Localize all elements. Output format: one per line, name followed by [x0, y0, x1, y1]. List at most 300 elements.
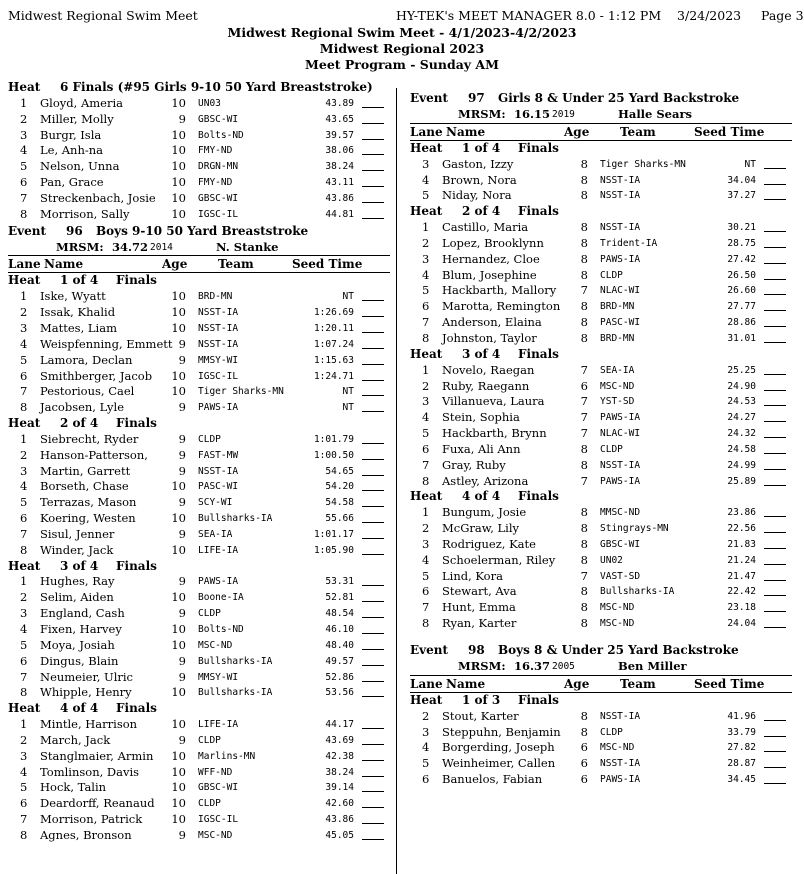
- swimmer-name: Ryan, Karter: [442, 616, 517, 631]
- entry-row: [8, 159, 390, 175]
- swimmer-age: 8: [580, 220, 588, 235]
- seed-time: 54.20: [325, 481, 354, 493]
- swimmer-name: Martin, Garrett: [40, 463, 131, 478]
- swimmer-name: Neumeier, Ulric: [40, 669, 133, 684]
- swimmer-age: 7: [580, 568, 588, 583]
- team-code: IGSC-IL: [198, 814, 239, 826]
- finals-time-blank: [764, 184, 786, 185]
- seed-column-header: Seed Time: [694, 676, 765, 691]
- swimmer-name: Villanueva, Laura: [442, 394, 545, 409]
- swimmer-name: Miller, Molly: [40, 111, 114, 126]
- column-divider: [396, 88, 397, 874]
- finals-time-blank: [764, 294, 786, 295]
- team-code: NSST-IA: [600, 758, 641, 770]
- swimmer-age: 6: [580, 740, 588, 755]
- seed-time: 28.86: [727, 317, 756, 329]
- entry-row: [8, 543, 390, 559]
- entry-row: [410, 756, 792, 772]
- entry-row: [8, 432, 390, 448]
- entry-row: [410, 569, 792, 585]
- finals-time-blank: [362, 443, 384, 444]
- entry-row: [410, 379, 792, 395]
- swimmer-name: Issak, Khalid: [40, 305, 116, 320]
- finals-time-blank: [764, 421, 786, 422]
- swimmer-age: 10: [171, 190, 186, 205]
- lane-column-header: Lane: [8, 257, 41, 272]
- swimmer-name: Selim, Aiden: [40, 590, 114, 605]
- swimmer-age: 10: [171, 320, 186, 335]
- swimmer-name: Pan, Grace: [40, 175, 104, 190]
- team-code: BRD-MN: [600, 332, 635, 344]
- team-code: MSC-ND: [198, 829, 233, 841]
- meet-record-line: [410, 659, 792, 676]
- swimmer-name: McGraw, Lily: [442, 521, 520, 536]
- swimmer-name: England, Cash: [40, 606, 125, 621]
- lane-number: 1: [20, 574, 28, 589]
- heat-label: Heat: [410, 489, 443, 504]
- team-code: Tiger Sharks-MN: [198, 386, 284, 398]
- swimmer-name: Fixen, Harvey: [40, 622, 122, 636]
- swimmer-age: 10: [171, 95, 186, 110]
- swimmer-age: 10: [171, 175, 186, 190]
- seed-time: 1:26.69: [313, 307, 354, 319]
- swimmer-age: 8: [580, 584, 588, 599]
- swimmer-name: Gaston, Izzy: [442, 156, 514, 171]
- lane-number: 3: [20, 320, 28, 335]
- entry-row: [8, 638, 390, 654]
- team-code: NSST-IA: [600, 710, 641, 722]
- finals-time-blank: [362, 776, 384, 777]
- swimmer-age: 9: [178, 463, 186, 478]
- finals-time-blank: [764, 580, 786, 581]
- meet-subtitle: Midwest Regional 2023: [319, 41, 485, 56]
- lane-number: 5: [20, 352, 28, 367]
- team-code: Bullsharks-IA: [198, 513, 273, 525]
- seed-time: NT: [342, 402, 354, 414]
- entry-row: [410, 725, 792, 741]
- lane-number: 4: [422, 267, 430, 282]
- record-holder: Halle Sears: [618, 107, 692, 121]
- team-code: NSST-IA: [198, 307, 239, 319]
- seed-time: 24.04: [727, 618, 756, 630]
- heat-header: [8, 559, 390, 575]
- heat-header: [410, 347, 792, 363]
- swimmer-age: 10: [171, 622, 186, 636]
- lane-column-header: Lane: [410, 676, 443, 691]
- team-code: SCY-WI: [198, 497, 233, 509]
- finals-time-blank: [362, 681, 384, 682]
- lane-number: 2: [20, 305, 28, 320]
- swimmer-name: Mattes, Liam: [40, 320, 117, 335]
- lane-number: 2: [422, 521, 430, 536]
- heat-round: Finals: [116, 701, 157, 716]
- seed-time: 43.11: [325, 177, 354, 189]
- record-year: 2005: [552, 661, 575, 672]
- team-code: Marlins-MN: [198, 750, 256, 762]
- finals-time-blank: [764, 279, 786, 280]
- seed-time: 30.21: [727, 222, 756, 234]
- team-code: IGSC-IL: [198, 370, 239, 382]
- swimmer-age: 10: [171, 159, 186, 174]
- record-time: 16.37: [514, 659, 551, 673]
- swimmer-age: 7: [580, 473, 588, 488]
- lane-number: 8: [422, 330, 430, 345]
- lane-number: 6: [20, 368, 28, 383]
- seed-time: 39.14: [325, 782, 354, 794]
- entry-row: [8, 321, 390, 337]
- page-top-line: [8, 8, 804, 24]
- seed-time: 26.50: [727, 269, 756, 281]
- entry-row: [8, 353, 390, 369]
- finals-time-blank: [764, 751, 786, 752]
- entry-row: [8, 685, 390, 701]
- finals-time-blank: [362, 633, 384, 634]
- swimmer-name: Novelo, Raegan: [442, 362, 535, 377]
- team-code: NLAC-WI: [600, 285, 641, 297]
- swimmer-name: Nelson, Unna: [40, 159, 120, 174]
- entry-row: [8, 606, 390, 622]
- entry-row: [410, 709, 792, 725]
- seed-time: 26.60: [727, 285, 756, 297]
- lane-number: 7: [20, 669, 28, 684]
- meet-record-line: [410, 107, 792, 124]
- lane-number: 8: [20, 827, 28, 842]
- lane-number: 7: [20, 384, 28, 399]
- lane-number: 8: [422, 473, 430, 488]
- heat-round: Finals: [518, 346, 559, 361]
- lane-number: 5: [422, 426, 430, 441]
- swimmer-age: 8: [580, 172, 588, 187]
- swimmer-name: Gray, Ruby: [442, 457, 506, 472]
- finals-time-blank: [362, 218, 384, 219]
- seed-time: 43.86: [325, 192, 354, 204]
- lane-number: 4: [422, 410, 430, 425]
- finals-time-blank: [362, 490, 384, 491]
- seed-time: 41.96: [727, 710, 756, 722]
- team-code: NSST-IA: [600, 190, 641, 202]
- entry-row: [410, 283, 792, 299]
- team-code: CLDP: [198, 798, 221, 810]
- lane-number: 1: [20, 431, 28, 446]
- seed-time: 43.65: [325, 113, 354, 125]
- finals-time-blank: [764, 310, 786, 311]
- team-code: FAST-MW: [198, 449, 239, 461]
- seed-column-header: Seed Time: [292, 257, 363, 272]
- lane-number: 5: [20, 637, 28, 652]
- swimmer-age: 7: [580, 426, 588, 441]
- seed-time: 21.47: [727, 570, 756, 582]
- team-code: FMY-ND: [198, 177, 233, 189]
- lane-number: 1: [20, 95, 28, 110]
- finals-time-blank: [764, 168, 786, 169]
- team-code: GBSC-WI: [198, 113, 239, 125]
- heat-header: [8, 273, 390, 289]
- team-code: IGSC-IL: [198, 208, 239, 220]
- seed-time: 38.06: [325, 145, 354, 157]
- team-code: MSC-ND: [600, 602, 635, 614]
- lane-number: 7: [422, 457, 430, 472]
- swimmer-age: 8: [580, 441, 588, 456]
- heat-number: 1 of 4: [462, 140, 501, 155]
- lane-number: 1: [20, 717, 28, 732]
- seed-time: 24.53: [727, 396, 756, 408]
- lane-number: 4: [20, 479, 28, 494]
- lane-number: 7: [20, 190, 28, 205]
- entry-row: [8, 733, 390, 749]
- swimmer-name: Hanson-Patterson,: [40, 447, 148, 462]
- finals-time-blank: [764, 516, 786, 517]
- event-title: Boys 9-10 50 Yard Breaststroke: [96, 223, 309, 238]
- swimmer-age: 9: [178, 336, 186, 351]
- seed-time: 52.81: [325, 592, 354, 604]
- lane-number: 3: [422, 724, 430, 739]
- entry-row: [410, 505, 792, 521]
- record-time: 34.72: [112, 239, 149, 254]
- lane-number: 1: [422, 505, 430, 520]
- entry-row: [410, 268, 792, 284]
- swimmer-name: Morrison, Sally: [40, 206, 130, 221]
- swimmer-name: Hackbarth, Mallory: [442, 283, 557, 298]
- team-code: Bullsharks-IA: [198, 687, 273, 699]
- lane-number: 1: [422, 220, 430, 235]
- seed-time: 52.86: [325, 671, 354, 683]
- team-code: NSST-IA: [600, 174, 641, 186]
- swimmer-age: 8: [580, 521, 588, 536]
- seed-time: 24.90: [727, 380, 756, 392]
- entry-row: [410, 394, 792, 410]
- team-code: Boone-IA: [198, 592, 244, 604]
- finals-time-blank: [362, 728, 384, 729]
- lane-column-header: Lane: [410, 124, 443, 139]
- swimmer-name: Steppuhn, Benjamin: [442, 724, 561, 739]
- entry-row: [410, 521, 792, 537]
- record-year: 2014: [150, 241, 173, 253]
- finals-time-blank: [362, 665, 384, 666]
- swimmer-age: 9: [178, 447, 186, 462]
- swimmer-name: Tomlinson, Davis: [40, 764, 140, 779]
- team-column-header: Team: [620, 676, 656, 691]
- program-title: Meet Program - Sunday AM: [305, 57, 499, 72]
- team-code: PAWS-IA: [198, 402, 239, 414]
- seed-time: 23.18: [727, 602, 756, 614]
- swimmer-name: Jacobsen, Lyle: [40, 400, 125, 415]
- heat-label: Heat: [8, 80, 41, 94]
- finals-time-blank: [764, 548, 786, 549]
- lane-number: 6: [20, 796, 28, 811]
- team-code: LIFE-IA: [198, 719, 239, 731]
- software-and-page-info: HY-TEK's MEET MANAGER 8.0 - 1:12 PM 3/24/2023 Page 3: [396, 8, 804, 23]
- finals-time-blank: [764, 720, 786, 721]
- entry-row: [8, 796, 390, 812]
- event-header: [8, 223, 390, 240]
- swimmer-age: 6: [580, 378, 588, 393]
- seed-time: 24.27: [727, 412, 756, 424]
- meet-name-left: Midwest Regional Swim Meet: [8, 8, 198, 23]
- swimmer-name: Le, Anh-na: [40, 143, 104, 158]
- finals-time-blank: [362, 839, 384, 840]
- swimmer-age: 10: [171, 717, 186, 732]
- heat-round: Finals: [116, 416, 157, 431]
- lane-number: 1: [422, 362, 430, 377]
- heat-round: Finals: [116, 273, 157, 288]
- finals-time-blank: [362, 107, 384, 108]
- finals-time-blank: [764, 199, 786, 200]
- meet-record-line: [8, 240, 390, 257]
- seed-time: 49.57: [325, 655, 354, 667]
- seed-time: 39.57: [325, 129, 354, 141]
- lane-number: 5: [20, 780, 28, 795]
- swimmer-age: 6: [580, 772, 588, 787]
- swimmer-name: Astley, Arizona: [442, 473, 529, 488]
- team-code: NSST-IA: [600, 459, 641, 471]
- lane-number: 5: [422, 568, 430, 583]
- entry-row: [410, 584, 792, 600]
- team-code: GBSC-WI: [198, 192, 239, 204]
- event-header: [410, 642, 792, 659]
- seed-column-header: Seed Time: [694, 124, 765, 139]
- lane-number: 4: [422, 172, 430, 187]
- team-code: FMY-ND: [198, 145, 233, 157]
- finals-time-blank: [362, 538, 384, 539]
- heat-header: [410, 489, 792, 505]
- finals-time-blank: [362, 791, 384, 792]
- finals-time-blank: [764, 326, 786, 327]
- seed-time: 28.75: [727, 237, 756, 249]
- entry-row: [8, 96, 390, 112]
- finals-time-blank: [362, 364, 384, 365]
- seed-time: 45.05: [325, 829, 354, 841]
- finals-time-blank: [764, 611, 786, 612]
- entry-row: [410, 236, 792, 252]
- seed-time: 42.38: [325, 750, 354, 762]
- lane-number: 2: [20, 111, 28, 126]
- team-code: CLDP: [198, 608, 221, 620]
- seed-time: 37.27: [727, 190, 756, 202]
- team-code: MSC-ND: [600, 618, 635, 630]
- lane-number: 6: [20, 175, 28, 190]
- swimmer-age: 9: [178, 574, 186, 589]
- lane-number: 3: [20, 463, 28, 478]
- entry-row: [410, 252, 792, 268]
- finals-time-blank: [362, 585, 384, 586]
- swimmer-age: 9: [178, 400, 186, 415]
- heat-title: 6 Finals (#95 Girls 9-10 50 Yard Breaststroke): [60, 80, 373, 94]
- entry-row: [410, 410, 792, 426]
- swimmer-name: Weinheimer, Callen: [442, 756, 556, 771]
- entry-row: [8, 207, 390, 223]
- seed-time: 1:01.79: [313, 433, 354, 445]
- team-code: PAWS-IA: [600, 412, 641, 424]
- lane-number: 2: [20, 732, 28, 747]
- lane-number: 3: [20, 748, 28, 763]
- finals-time-blank: [362, 459, 384, 460]
- lane-number: 8: [20, 685, 28, 700]
- finals-time-blank: [362, 123, 384, 124]
- swimmer-name: Marotta, Remington: [442, 299, 561, 314]
- team-code: NSST-IA: [198, 465, 239, 477]
- swimmer-age: 8: [580, 505, 588, 520]
- entry-row: [410, 458, 792, 474]
- swimmer-name: Hock, Talin: [40, 780, 107, 795]
- team-code: Trident-IA: [600, 237, 658, 249]
- heat-number: 3 of 4: [462, 346, 501, 361]
- entry-row: [8, 400, 390, 416]
- finals-time-blank: [362, 348, 384, 349]
- swimmer-name: Stanglmaier, Armin: [40, 748, 154, 763]
- event-number: 96: [66, 223, 83, 238]
- swimmer-name: Rodriguez, Kate: [442, 536, 536, 551]
- heat-round: Finals: [518, 692, 559, 707]
- lane-number: 3: [422, 156, 430, 171]
- swimmer-name: Stewart, Ava: [442, 584, 517, 599]
- seed-time: 27.77: [727, 301, 756, 313]
- finals-time-blank: [764, 783, 786, 784]
- entry-row: [410, 173, 792, 189]
- entry-row: [8, 369, 390, 385]
- team-code: GBSC-WI: [600, 538, 641, 550]
- team-code: CLDP: [600, 443, 623, 455]
- seed-time: 43.86: [325, 814, 354, 826]
- finals-time-blank: [764, 469, 786, 470]
- finals-time-blank: [362, 522, 384, 523]
- entry-row: [410, 772, 792, 788]
- finals-time-blank: [362, 744, 384, 745]
- swimmer-age: 10: [171, 384, 186, 399]
- team-code: CLDP: [198, 734, 221, 746]
- left-column: [8, 80, 390, 844]
- lane-number: 7: [20, 812, 28, 827]
- heat-header: [8, 701, 390, 717]
- swimmer-age: 9: [178, 526, 186, 541]
- event-label: Event: [8, 223, 47, 238]
- swimmer-age: 10: [171, 542, 186, 557]
- swimmer-age: 8: [580, 251, 588, 266]
- seed-time: 34.04: [727, 174, 756, 186]
- entry-row: [8, 574, 390, 590]
- finals-time-blank: [764, 231, 786, 232]
- swimmer-age: 9: [178, 606, 186, 621]
- lane-number: 6: [422, 441, 430, 456]
- finals-time-blank: [362, 649, 384, 650]
- seed-time: 1:01.17: [313, 528, 354, 540]
- team-code: VAST-SD: [600, 570, 641, 582]
- event-number: 97: [468, 91, 485, 105]
- column-header: [410, 124, 792, 141]
- swimmer-name: Weispfenning, Emmett: [40, 336, 173, 351]
- record-holder: N. Stanke: [216, 239, 279, 254]
- entry-row: [410, 616, 792, 632]
- swimmer-age: 8: [580, 457, 588, 472]
- swimmer-age: 10: [171, 637, 186, 652]
- lane-number: 5: [422, 188, 430, 203]
- record-year: 2019: [552, 109, 575, 120]
- seed-time: 44.17: [325, 719, 354, 731]
- entry-row: [8, 143, 390, 159]
- team-code: Tiger Sharks-MN: [600, 158, 686, 170]
- lane-number: 4: [20, 336, 28, 351]
- swimmer-age: 10: [171, 143, 186, 158]
- heat-label: Heat: [8, 416, 41, 431]
- team-code: SEA-IA: [198, 528, 233, 540]
- swimmer-name: Mintle, Harrison: [40, 717, 138, 732]
- lane-number: 6: [422, 299, 430, 314]
- seed-time: 54.65: [325, 465, 354, 477]
- swimmer-age: 8: [580, 616, 588, 631]
- seed-time: 24.99: [727, 459, 756, 471]
- heat-number: 3 of 4: [60, 558, 99, 573]
- swimmer-age: 7: [580, 410, 588, 425]
- finals-time-blank: [362, 186, 384, 187]
